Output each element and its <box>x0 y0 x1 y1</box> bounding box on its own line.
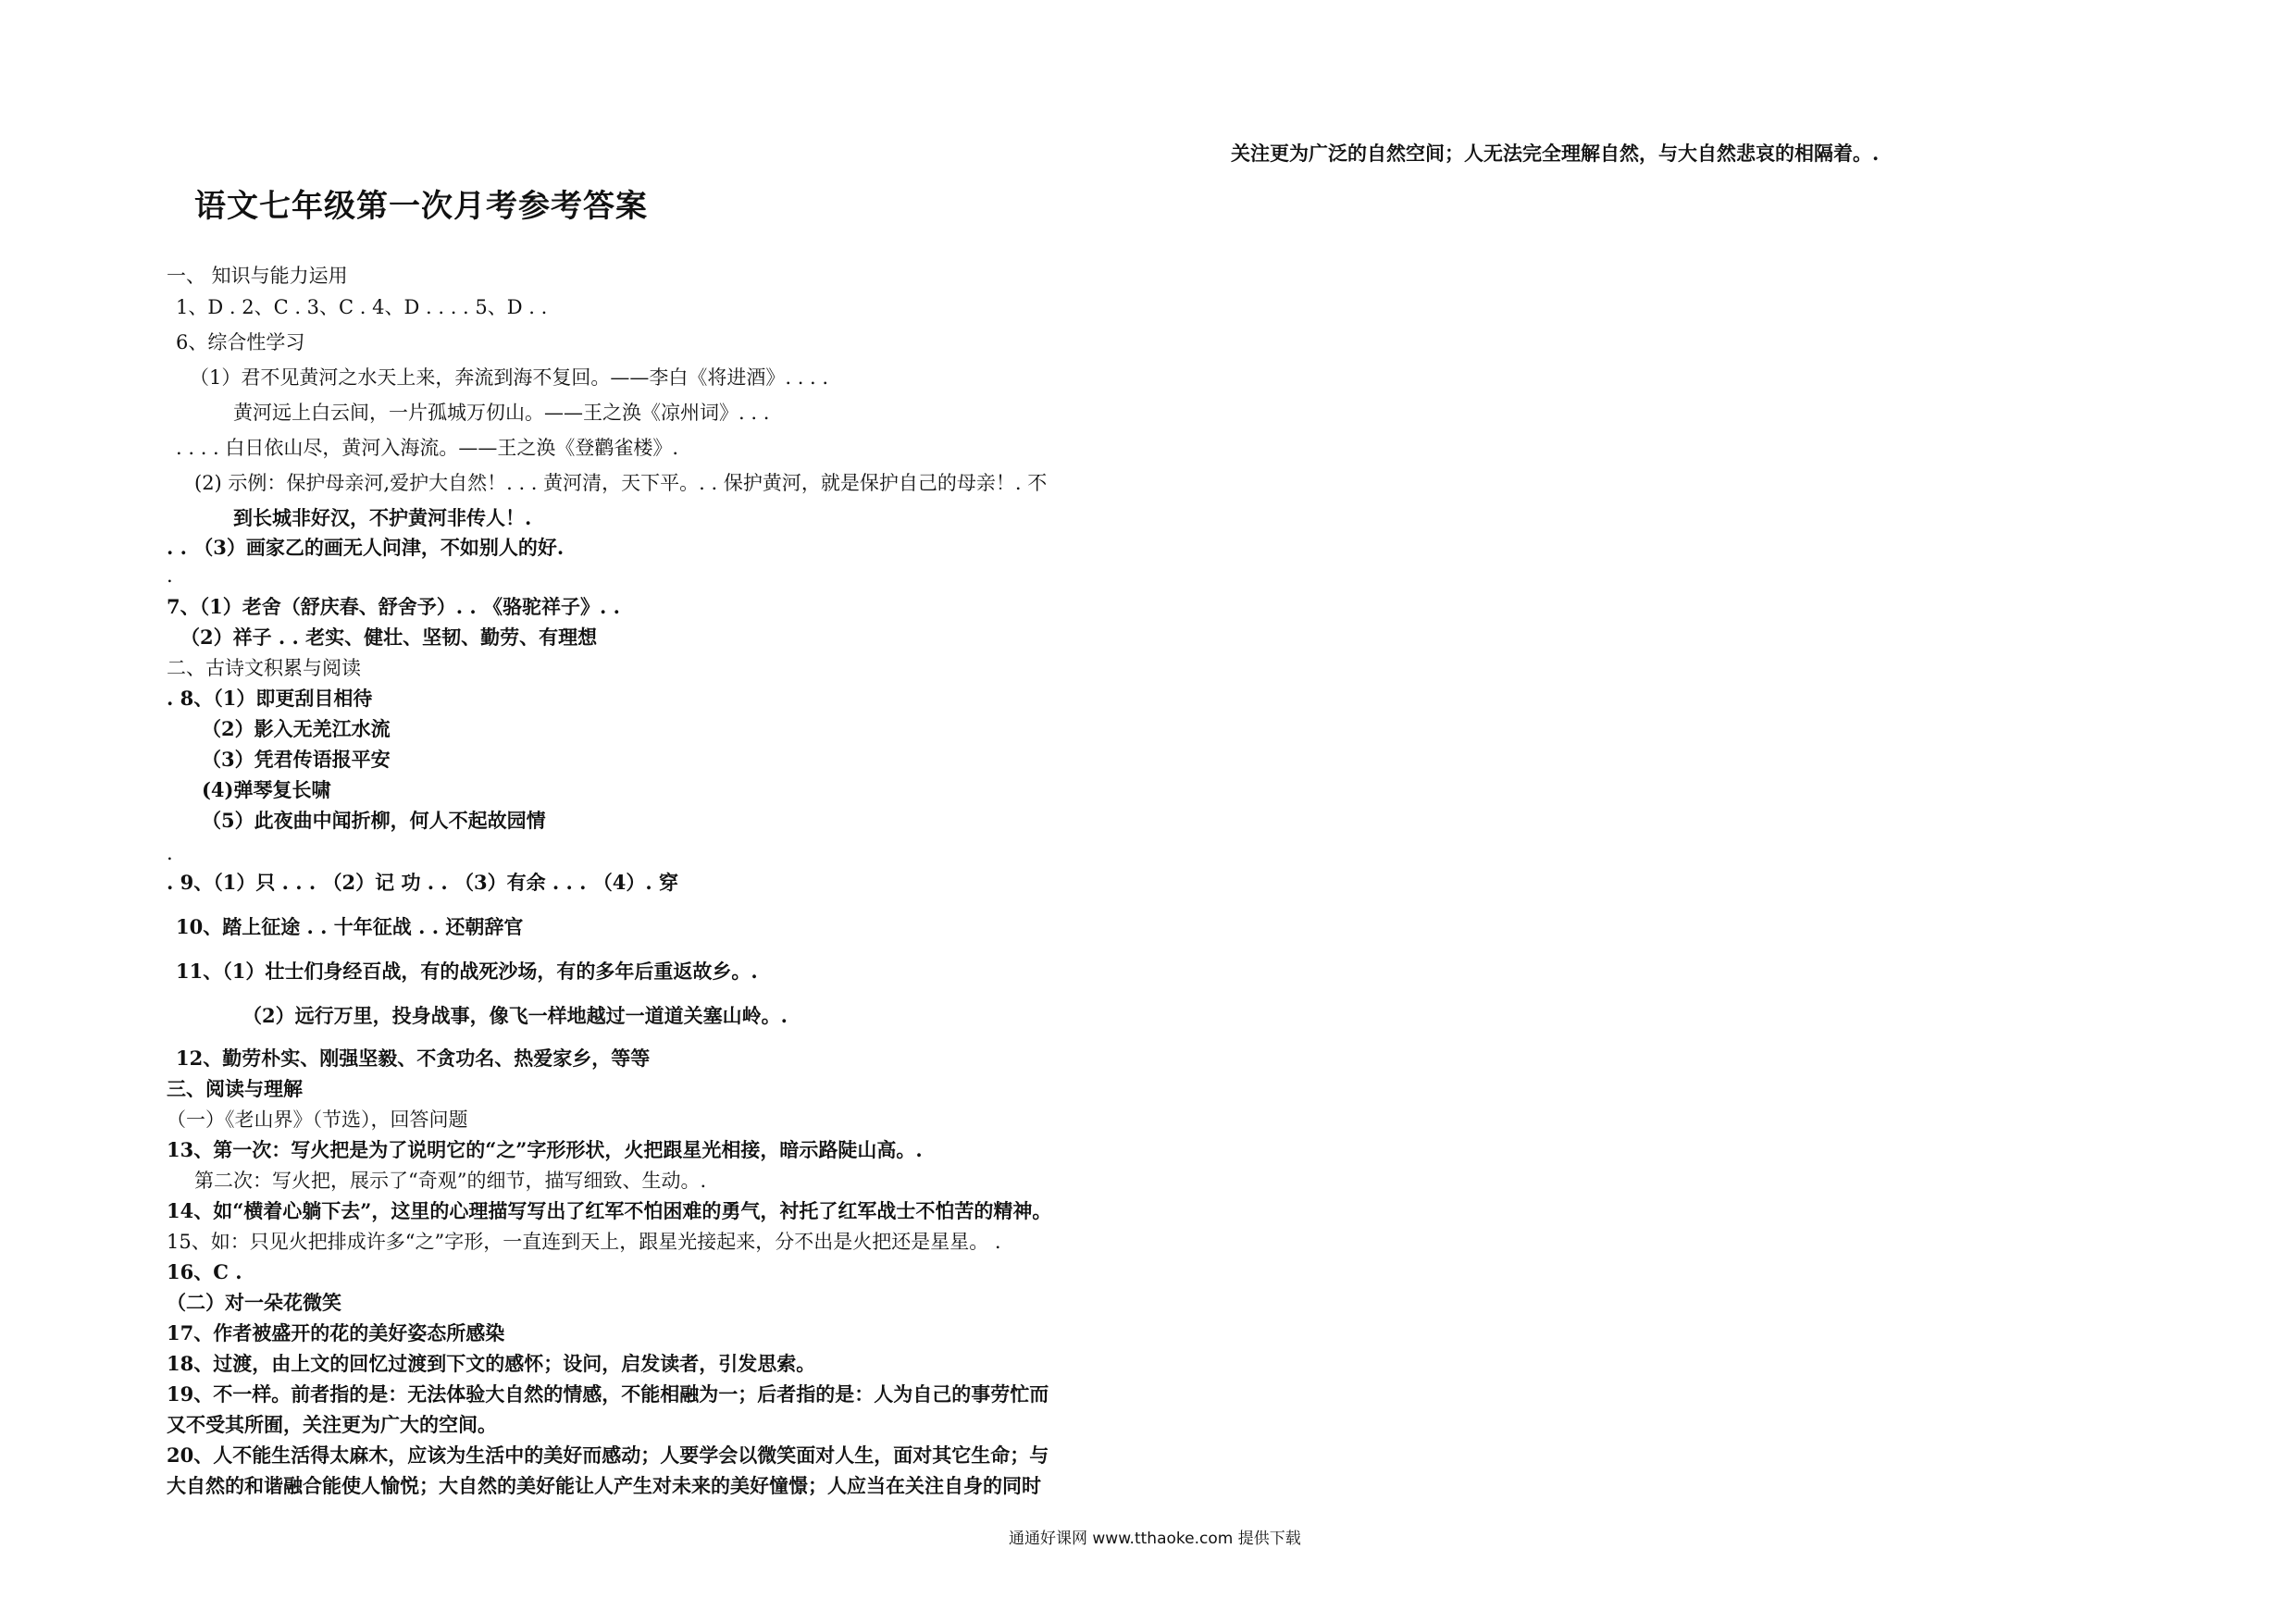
answer-line: （3）凭君传语报平安 <box>202 748 391 771</box>
answer-line: 1、D . 2、C . 3、C . 4、D . . . . 5、D . . <box>176 296 548 318</box>
answer-line: (2) 示例：保护母亲河,爱护大自然！. . . 黄河清，天下平。. . 保护黄河，就是保护自己的母亲！. 不 <box>194 472 1048 494</box>
answer-line: 18、过渡，由上文的回忆过渡到下文的感怀；设问，启发读者，引发思索。 <box>167 1352 816 1375</box>
answer-line: （一）《老山界》（节选），回答问题 <box>167 1109 468 1131</box>
answer-line: 黄河远上白云间，一片孤城万仞山。——王之涣《凉州词》. . . <box>233 402 770 424</box>
answer-line: . 9、（1）只 . . . （2）记 功 . . （3）有余 . . . （4）. 穿 <box>167 871 679 894</box>
continued-answer-text: 关注更为广泛的自然空间；人无法完全理解自然，与大自然悲哀的相隔着。. <box>1231 142 1880 165</box>
answer-line: （2）远行万里，投身战事，像飞一样地越过一道道关塞山岭。. <box>242 1004 788 1027</box>
answer-line: （1）君不见黄河之水天上来，奔流到海不复回。——李白《将进酒》. . . . <box>190 366 829 389</box>
section-heading: 二、古诗文积累与阅读 <box>167 657 361 679</box>
answer-line: 10、踏上征途 . . 十年征战 . . 还朝辞官 <box>176 915 524 938</box>
answer-line: (4)弹琴复长啸 <box>202 778 331 801</box>
answer-line: . <box>167 564 173 587</box>
answer-line: （5）此夜曲中闻折柳，何人不起故园情 <box>202 809 546 832</box>
answer-line: 17、作者被盛开的花的美好姿态所感染 <box>167 1321 505 1344</box>
answer-line: 到长城非好汉，不护黄河非传人！. <box>233 506 532 529</box>
answer-line: （2）影入无羌江水流 <box>202 717 391 740</box>
answer-line: . 8、（1）即更刮目相待 <box>167 687 373 710</box>
section-heading: 一、 知识与能力运用 <box>167 265 348 287</box>
section-heading: 三、阅读与理解 <box>167 1077 303 1100</box>
answer-line: 12、勤劳朴实、刚强坚毅、不贪功名、热爱家乡，等等 <box>176 1047 651 1070</box>
answer-line: . . （3）画家乙的画无人问津，不如别人的好. <box>167 536 565 559</box>
answer-line: . . . . 白日依山尽，黄河入海流。——王之涣《登鹳雀楼》. <box>176 437 679 459</box>
answer-line: 14、如“横着心躺下去”，这里的心理描写写出了红军不怕困难的勇气，衬托了红军战士不怕苦的精神。 <box>167 1199 1052 1222</box>
answer-line: 19、不一样。前者指的是：无法体验大自然的情感，不能相融为一；后者指的是：人为自己的事劳忙而 <box>167 1382 1049 1406</box>
answer-line: 11、（1）壮士们身经百战，有的战死沙场，有的多年后重返故乡。. <box>176 960 758 983</box>
answer-line: （2）祥子 . . 老实、健壮、坚韧、勤劳、有理想 <box>180 626 598 649</box>
footer-source-note: 通通好课网 www.tthaoke.com 提供下载 <box>1009 1530 1301 1548</box>
answer-line: 又不受其所囿，关注更为广大的空间。 <box>167 1413 497 1436</box>
answer-line: 20、人不能生活得太麻木，应该为生活中的美好而感动；人要学会以微笑面对人生，面对其它生命；与 <box>167 1443 1049 1467</box>
section-heading: （二）对一朵花微笑 <box>167 1291 341 1314</box>
answer-line: . <box>167 842 173 864</box>
answer-line: 大自然的和谐融合能使人愉悦；大自然的美好能让人产生对未来的美好憧憬；人应当在关注自身的同时 <box>167 1474 1041 1497</box>
answer-line: 13、第一次：写火把是为了说明它的“之”字形形状，火把跟星光相接，暗示路陡山高。. <box>167 1138 923 1161</box>
page-title: 语文七年级第一次月考参考答案 <box>194 188 648 225</box>
answer-line: 7、（1）老舍（舒庆春、舒舍予）. . 《骆驼祥子》. . <box>167 595 620 618</box>
answer-line: 第二次：写火把，展示了“奇观”的细节，描写细致、生动。. <box>194 1170 707 1192</box>
answer-line: 16、C . <box>167 1260 242 1283</box>
answer-line: 15、如：只见火把排成许多“之”字形，一直连到天上，跟星光接起来，分不出是火把还是星星。 . <box>167 1231 1001 1253</box>
answer-line: 6、综合性学习 <box>176 331 305 353</box>
